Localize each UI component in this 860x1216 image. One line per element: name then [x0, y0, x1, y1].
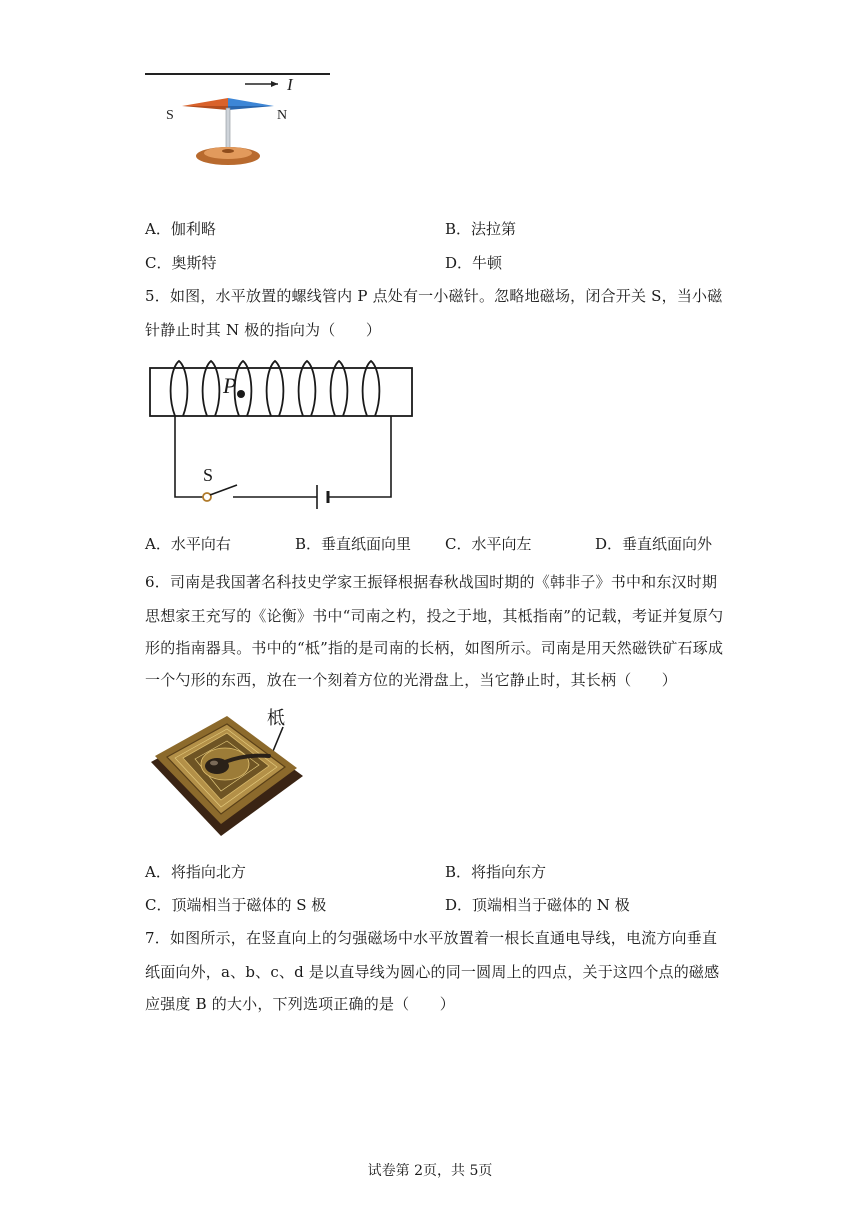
current-arrowhead — [271, 81, 278, 87]
switch-label: S — [203, 465, 214, 485]
q4-option-d: D．牛顿 — [445, 254, 503, 272]
q7-stem-line1: 7．如图所示，在竖直向上的匀强磁场中水平放置着一根长直通电导线，电流方向垂直 — [145, 929, 718, 947]
pole-s-label: S — [166, 108, 174, 123]
q4-option-c: C．奥斯特 — [145, 254, 217, 272]
needle-s-half — [182, 98, 228, 106]
needle-stand — [226, 108, 230, 152]
q5-figure — [145, 355, 420, 515]
needle-s-shade — [182, 106, 228, 110]
needle-n-shade — [228, 106, 274, 110]
solenoid-coils — [171, 361, 380, 416]
q4-option-a: A．伽利略 — [145, 220, 216, 238]
q5-option-b: B．垂直纸面向里 — [295, 535, 412, 553]
circuit-wire-left — [175, 416, 203, 497]
q7-stem-line3: 应强度 B 的大小，下列选项正确的是（ ） — [145, 995, 455, 1013]
q6-option-c: C．顶端相当于磁体的 S 极 — [145, 896, 327, 914]
switch-blade — [210, 485, 237, 495]
q6-stem-line2: 思想家王充写的《论衡》书中“司南之杓，投之于地，其柢指南”的记载，考证并复原勺 — [145, 607, 724, 625]
q5-option-c: C．水平向左 — [445, 535, 532, 553]
q6-stem-line1: 6．司南是我国著名科技史学家王振铎根据春秋战国时期的《韩非子》书中和东汉时期 — [145, 573, 718, 591]
handle-label: 柢 — [267, 708, 285, 729]
q6-stem-line3: 形的指南器具。书中的“柢”指的是司南的长柄，如图所示。司南是用天然磁铁矿石琢成 — [145, 639, 724, 657]
q6-stem-line4: 一个勺形的东西，放在一个刻着方位的光滑盘上，当它静止时，其长柄（ ） — [145, 671, 678, 689]
needle-n-half — [228, 98, 274, 106]
spoon-highlight — [210, 761, 218, 766]
page-footer: 试卷第 2页，共 5页 — [367, 1163, 493, 1179]
stand-base-hub — [222, 149, 234, 153]
q5-stem-line2: 针静止时其 N 极的指向为（ ） — [145, 321, 382, 339]
point-p-dot — [237, 390, 245, 398]
point-p-label: P — [223, 373, 237, 398]
switch-pivot — [203, 493, 211, 501]
q4-figure — [140, 64, 340, 174]
circuit-wire-right — [328, 416, 391, 497]
q4-option-b: B．法拉第 — [445, 220, 517, 238]
q6-option-a: A．将指向北方 — [145, 863, 246, 881]
q7-stem-line2: 纸面向外，a、b、c、d 是以直导线为圆心的同一圆周上的四点，关于这四个点的磁感 — [145, 963, 720, 981]
current-label: I — [287, 75, 293, 94]
q5-option-a: A．水平向右 — [145, 535, 231, 553]
q6-option-d: D．顶端相当于磁体的 N 极 — [445, 896, 630, 914]
q5-stem-line1: 5．如图，水平放置的螺线管内 P 点处有一小磁针。忽略地磁场，闭合开关 S，当小磁 — [145, 287, 723, 305]
q6-figure — [145, 702, 305, 842]
pole-n-label: N — [277, 108, 288, 123]
q5-option-d: D．垂直纸面向外 — [595, 535, 713, 553]
q6-option-b: B．将指向东方 — [445, 863, 547, 881]
